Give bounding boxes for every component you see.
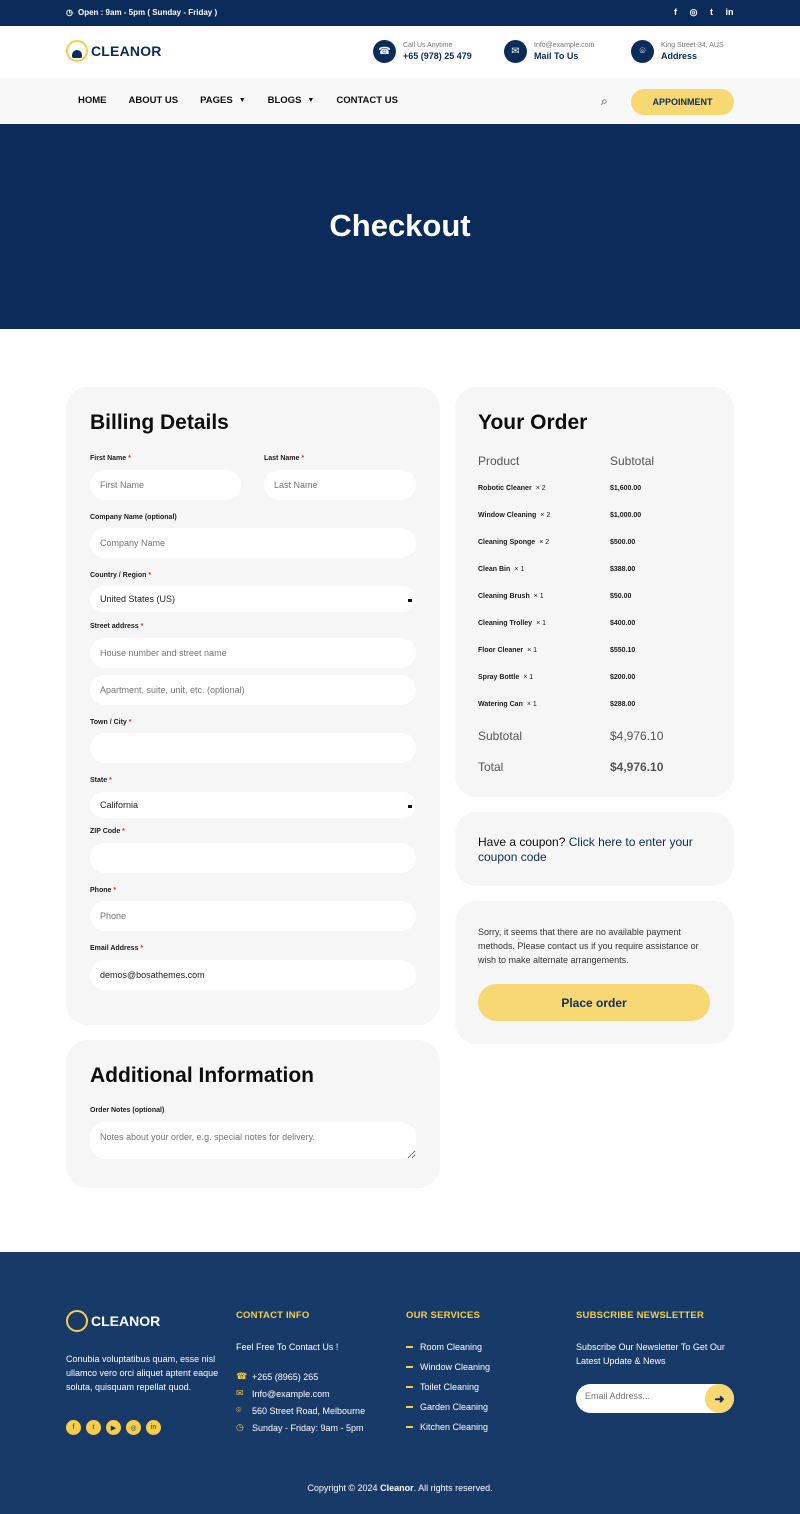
arrow-right-icon: ➜ <box>714 1391 725 1406</box>
chevron-down-icon: ▼ <box>238 97 246 104</box>
order-item-price: $1,600.00 <box>610 485 642 492</box>
newsletter-title: SUBSCRIBE NEWSLETTER <box>576 1310 705 1321</box>
dash-icon <box>406 1386 413 1388</box>
order-item-qty: × 1 <box>526 701 537 708</box>
header-call[interactable] <box>373 40 472 63</box>
order-item-row <box>478 674 708 681</box>
order-item-name: Spray Bottle <box>478 674 520 681</box>
service-link[interactable]: Toilet Cleaning <box>406 1382 479 1392</box>
page-hero <box>0 124 800 329</box>
last-name-label: Last Name * <box>264 455 305 462</box>
nav-item-blogs[interactable]: BLOGS ▼ <box>267 95 315 106</box>
copyright: Copyright © 2024 Cleanor. All rights reserved. <box>307 1483 493 1493</box>
footer-address: ⌾ 560 Street Road, Melbourne <box>236 1405 366 1416</box>
order-item-price: $200.00 <box>610 674 636 681</box>
newsletter-form <box>576 1384 734 1413</box>
order-table-header <box>478 454 655 468</box>
state-select[interactable] <box>90 792 416 818</box>
phone-label: Phone * <box>90 887 117 894</box>
linkedin-icon[interactable]: in <box>146 1420 161 1435</box>
header-mail[interactable] <box>504 40 594 63</box>
order-item-row <box>478 485 708 492</box>
country-label: Country / Region * <box>90 572 152 579</box>
product-header: Product <box>478 454 520 468</box>
contact-info-title: CONTACT INFO <box>236 1310 310 1321</box>
mail-icon: ✉ <box>236 1388 244 1398</box>
dash-icon <box>406 1346 413 1348</box>
nav-links <box>78 95 420 106</box>
nav-item-about[interactable]: ABOUT US <box>128 95 179 106</box>
address-label: Address <box>661 51 698 61</box>
service-link[interactable]: Window Cleaning <box>406 1362 490 1372</box>
linkedin-icon[interactable]: in <box>725 7 734 17</box>
logo-text: CLEANOR <box>91 43 162 59</box>
order-item-qty: × 1 <box>514 566 525 573</box>
order-item-price: $550.10 <box>610 647 636 654</box>
clock-icon: ◷ <box>66 8 73 17</box>
your-order-card <box>455 387 734 797</box>
footer-logo-text: CLEANOR <box>91 1313 161 1329</box>
order-item-name: Watering Can <box>478 701 523 708</box>
appointment-button[interactable]: APPOINMENT <box>631 89 734 115</box>
order-item-price: $288.00 <box>610 701 636 708</box>
opening-hours-text: Open : 9am - 5pm ( Sunday - Friday ) <box>77 8 218 17</box>
footer-phone[interactable]: ☎ +265 (8965) 265 <box>236 1371 319 1382</box>
newsletter-submit-button[interactable] <box>705 1384 734 1413</box>
city-label: Town / City * <box>90 719 132 726</box>
company-input[interactable] <box>90 528 416 558</box>
coupon-link[interactable]: Click here to enter your coupon code <box>478 835 693 864</box>
instagram-icon[interactable]: ◎ <box>126 1420 141 1435</box>
zip-input[interactable] <box>90 843 416 873</box>
dash-icon <box>406 1406 413 1408</box>
dash-icon <box>406 1426 413 1428</box>
service-link[interactable]: Room Cleaning <box>406 1342 482 1352</box>
place-order-button[interactable]: Place order <box>478 984 710 1021</box>
email-label: Email Address * <box>90 945 144 952</box>
location-pin-icon: ⌾ <box>236 1405 242 1415</box>
order-item-row <box>478 539 708 546</box>
logo[interactable] <box>66 40 162 62</box>
youtube-icon[interactable]: ▶ <box>106 1420 121 1435</box>
mail-icon: ✉ <box>504 40 527 63</box>
opening-hours <box>66 8 217 17</box>
logo-icon <box>66 1310 88 1332</box>
chevron-down-icon <box>408 805 412 808</box>
order-item-qty: × 2 <box>540 512 551 519</box>
subtotal-header: Subtotal <box>610 454 655 468</box>
phone-icon: ☎ <box>373 40 396 63</box>
facebook-icon[interactable]: f <box>674 7 677 17</box>
footer-logo[interactable] <box>66 1310 160 1332</box>
city-input[interactable] <box>90 733 416 763</box>
call-number: +65 (978) 25 479 <box>403 51 472 61</box>
additional-info-card <box>66 1040 440 1188</box>
order-item-qty: × 1 <box>527 647 538 654</box>
coupon-card <box>455 812 734 886</box>
footer-email[interactable]: ✉ Info@example.com <box>236 1388 330 1399</box>
order-item-name: Clean Bin <box>478 566 511 573</box>
mail-label: Mail To Us <box>534 51 579 61</box>
billing-title: Billing Details <box>90 411 229 434</box>
subtotal-label: Subtotal <box>478 729 523 743</box>
instagram-icon[interactable]: ◎ <box>689 7 698 17</box>
order-item-name: Floor Cleaner <box>478 647 524 654</box>
service-link[interactable]: Garden Cleaning <box>406 1402 488 1412</box>
order-item-qty: × 1 <box>523 674 534 681</box>
footer-social <box>66 1420 161 1435</box>
payment-card <box>455 901 734 1044</box>
order-item-price: $388.00 <box>610 566 636 573</box>
order-item-qty: × 1 <box>536 620 547 627</box>
order-item-price: $400.00 <box>610 620 636 627</box>
order-subtotal-row <box>478 729 664 743</box>
coupon-prefix: Have a coupon? <box>478 835 566 849</box>
main-nav <box>0 78 800 124</box>
company-label: Company Name (optional) <box>90 514 177 521</box>
order-item-row <box>478 566 708 573</box>
order-item-name: Robotic Cleaner <box>478 485 532 492</box>
contact-intro: Feel Free To Contact Us ! <box>236 1342 339 1352</box>
footer-hours: ◷ Sunday - Friday: 9am - 5pm <box>236 1422 364 1433</box>
chevron-down-icon: ▼ <box>307 97 315 104</box>
twitter-icon[interactable]: t <box>710 7 713 17</box>
location-pin-icon: ⌾ <box>631 40 654 63</box>
order-item-name: Cleaning Trolley <box>478 620 533 627</box>
top-bar <box>0 0 800 26</box>
order-item-row <box>478 647 708 654</box>
service-link[interactable]: Kitchen Cleaning <box>406 1422 488 1432</box>
order-item-row <box>478 620 708 627</box>
phone-input[interactable] <box>90 901 416 931</box>
state-label: State * <box>90 777 112 784</box>
order-item-qty: × 2 <box>539 539 550 546</box>
street2-input[interactable] <box>90 675 416 705</box>
order-item-qty: × 2 <box>535 485 546 492</box>
order-item-name: Cleaning Sponge <box>478 539 536 546</box>
payment-message: Sorry, it seems that there are no available payment methods. Please contact us if you require assistance or wish to make alternate arrangements. <box>478 927 699 965</box>
newsletter-text: Subscribe Our Newsletter To Get Our Latest Update & News <box>576 1342 725 1366</box>
coupon-text <box>478 835 708 865</box>
address-text: King Street-34, AUS <box>661 42 724 49</box>
first-name-label: First Name * <box>90 455 131 462</box>
dash-icon <box>406 1366 413 1368</box>
services-title: OUR SERVICES <box>406 1310 481 1321</box>
facebook-icon[interactable]: f <box>66 1420 81 1435</box>
total-value: $4,976.10 <box>610 760 664 774</box>
order-item-row <box>478 701 708 708</box>
page-title: Checkout <box>329 208 471 243</box>
clock-icon: ◷ <box>236 1422 244 1432</box>
order-item-price: $50.00 <box>610 593 632 600</box>
country-select[interactable] <box>90 586 416 612</box>
order-total-row <box>478 760 664 774</box>
search-icon[interactable]: ⌕ <box>601 94 608 108</box>
footer <box>0 1252 800 1514</box>
header <box>0 26 800 78</box>
order-item-row <box>478 512 708 519</box>
order-notes-label: Order Notes (optional) <box>90 1107 165 1114</box>
order-title: Your Order <box>478 411 588 434</box>
first-name-input[interactable] <box>90 470 241 500</box>
street-input[interactable] <box>90 638 416 668</box>
zip-label: ZIP Code * <box>90 828 125 835</box>
additional-title: Additional Information <box>90 1064 314 1087</box>
order-notes-textarea[interactable] <box>90 1122 416 1159</box>
subtotal-value: $4,976.10 <box>610 729 664 743</box>
footer-about: Conubia voluptatibus quam, esse nisl ullamco vero orci aliquet aptent eaque soluta, quisquam repellat quod. <box>66 1354 219 1392</box>
order-item-name: Window Cleaning <box>478 512 537 519</box>
street-label: Street address * <box>90 623 144 630</box>
phone-icon: ☎ <box>236 1371 248 1381</box>
nav-item-pages[interactable]: PAGES ▼ <box>200 95 246 106</box>
header-address[interactable] <box>631 40 724 63</box>
state-value: California <box>100 800 139 810</box>
email-input[interactable] <box>90 960 416 990</box>
order-item-price: $500.00 <box>610 539 636 546</box>
newsletter-email-input[interactable] <box>585 1391 700 1401</box>
last-name-input[interactable] <box>264 470 416 500</box>
order-item-name: Cleaning Brush <box>478 593 530 600</box>
order-item-price: $1,000.00 <box>610 512 642 519</box>
chevron-down-icon <box>408 599 412 602</box>
mail-address: Info@example.com <box>534 42 595 49</box>
total-label: Total <box>478 760 504 774</box>
order-item-qty: × 1 <box>533 593 544 600</box>
billing-details-card <box>66 387 440 1025</box>
top-social-links <box>671 7 734 18</box>
call-label: Call Us Anytime <box>403 42 453 49</box>
nav-item-home[interactable]: HOME <box>78 95 107 106</box>
nav-item-contact[interactable]: CONTACT US <box>336 95 398 106</box>
order-item-row <box>478 593 708 600</box>
twitter-icon[interactable]: t <box>86 1420 101 1435</box>
logo-icon <box>66 40 88 62</box>
country-value: United States (US) <box>100 594 176 604</box>
